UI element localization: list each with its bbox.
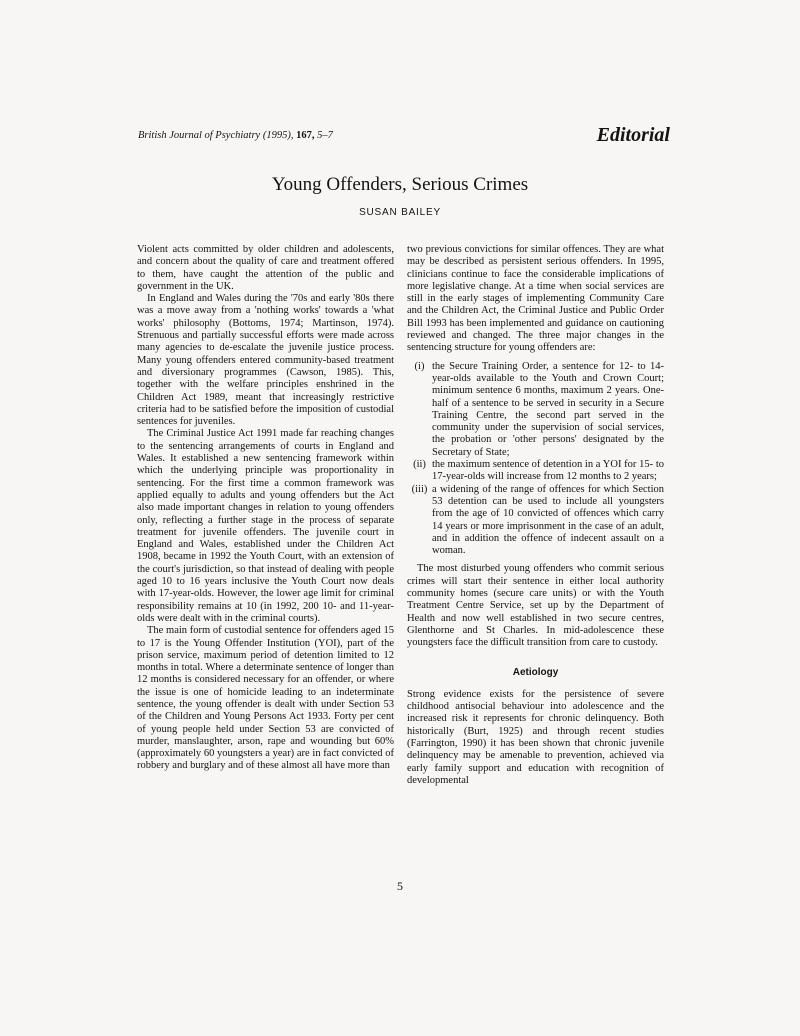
journal-name: British Journal of Psychiatry (138, 130, 261, 141)
list-item-text: a widening of the range of offences for which Section 53 detention can be used to include all youngsters from the age of 10 convicted of offences which carry 14 years or more imprisonment in the case of an adult, and in addition the offence of indecent assault on a woman. (432, 483, 664, 557)
section-label: Editorial (596, 124, 670, 146)
left-column (137, 244, 394, 773)
list-item (407, 484, 664, 558)
paragraph: two previous convictions for similar offences. They are what may be described as persistent serious offenders. In 1995, clinicians continue to face the considerable implications of more legislative change. At a time when social services are still in the early stages of implementing Community Care and the Children Act, the Criminal Justice and Public Order Bill 1993 has been implemented and guidance on cautioning reviewed and changed. The three major changes in the sentencing structure for young offenders are: (407, 244, 664, 354)
list-item (407, 459, 664, 484)
list-item-number: (iii) (411, 483, 428, 495)
list-item-text: the Secure Training Order, a sentence for 12- to 14-year-olds available to the Youth and Crown Court; minimum sentence 6 months, maximum 2 years. One-half of a sentence to be served in security in a Secure Training Centre, the second part served in the community under the supervision of social services, the probation or 'other persons' designated by the Secretary of State; (432, 360, 664, 458)
list-item-number: (i) (414, 360, 425, 372)
paragraph: The most disturbed young offenders who commit serious crimes will start their sentence in either local authority community homes (secure care units) or with the Youth Treatment Centre Service, set up by the Department of Health and now well established in two secure centres, Glenthorne and St Charles. In mid-adolescence these youngsters face the difficult transition from care to custody. (407, 563, 664, 649)
list-item-number: (ii) (413, 459, 426, 471)
list-item-text: the maximum sentence of detention in a YOI for 15- to 17-year-olds will increase from 12 months to 2 years; (432, 459, 664, 483)
journal-citation (138, 130, 333, 141)
journal-pages: 5–7 (317, 130, 333, 141)
paragraph: The main form of custodial sentence for offenders aged 15 to 17 is the Young Offender Institution (YOI), part of the prison service, maximum period of detention limited to 12 months in total. Where a determinate sentence of longer than 12 months is considered necessary for an offender, or where the issue is one of homicide leading to an indeterminate sentence, the young offender is dealt with under Section 53 of the Children and Young Persons Act 1933. Forty per cent of young people held under Section 53 are convicted of murder, manslaughter, arson, rape and wounding but 60% (approximately 60 youngsters a year) are in fact convicted of robbery and burglary and of these almost all have more than (137, 625, 394, 772)
paragraph: In England and Wales during the '70s and early '80s there was a move away from a 'nothing works' towards a 'what works' philosophy (Bottoms, 1974; Martinson, 1974). Strenuous and partially successful efforts were made across many agencies to de-escalate the juvenile justice process. Many young offenders entered community-based treatment and diversionary programmes (Cawson, 1985). This, together with the welfare principles enshrined in the Children Act 1989, meant that increasingly restrictive criteria had to be satisfied before the imposition of custodial sentences for juveniles. (137, 293, 394, 428)
article-title: Young Offenders, Serious Crimes (271, 174, 529, 195)
paragraph: Violent acts committed by older children and adolescents, and concern about the quality of care and treatment offered to them, have caught the attention of the public and government in the UK. (137, 244, 394, 292)
sentencing-changes-list (407, 361, 664, 558)
paragraph: The Criminal Justice Act 1991 made far reaching changes to the sentencing arrangements of courts in England and Wales. It established a new sentencing framework within which the underlying principle was proportionality in sentencing. For the first time a common framework was applied equally to adults and young offenders but the Act also made important changes in relation to young offenders only, reflecting a further stage in the process of separate treatment for juvenile offenders. The juvenile court in England and Wales, established under the Children Act 1908, became in 1992 the Youth Court, with an extension of the court's jurisdiction, so that instead of dealing with people aged 10 to 16 years inclusive the Youth Court now deals with 17-year-olds. However, the lower age limit for criminal responsibility remains at 10 (in 1992, 200 10- and 11-year-olds were dealt with in the criminal courts). (137, 428, 394, 624)
page-number: 5 (397, 879, 403, 893)
list-item (407, 361, 664, 459)
journal-volume: 167, (296, 130, 315, 141)
section-heading: Aetiology (512, 666, 559, 678)
journal-year: (1995), (262, 130, 294, 141)
paragraph: Strong evidence exists for the persistence of severe childhood antisocial behaviour into adolescence and the increased risk it represents for chronic delinquency. Both historically (Burt, 1925) and through recent studies (Farrington, 1990) it has been shown that chronic juvenile delinquency may be amenable to prevention, achieved via early family support and education with recognition of developmental (407, 688, 664, 786)
article-author: SUSAN BAILEY (359, 207, 441, 218)
right-column (407, 244, 664, 787)
